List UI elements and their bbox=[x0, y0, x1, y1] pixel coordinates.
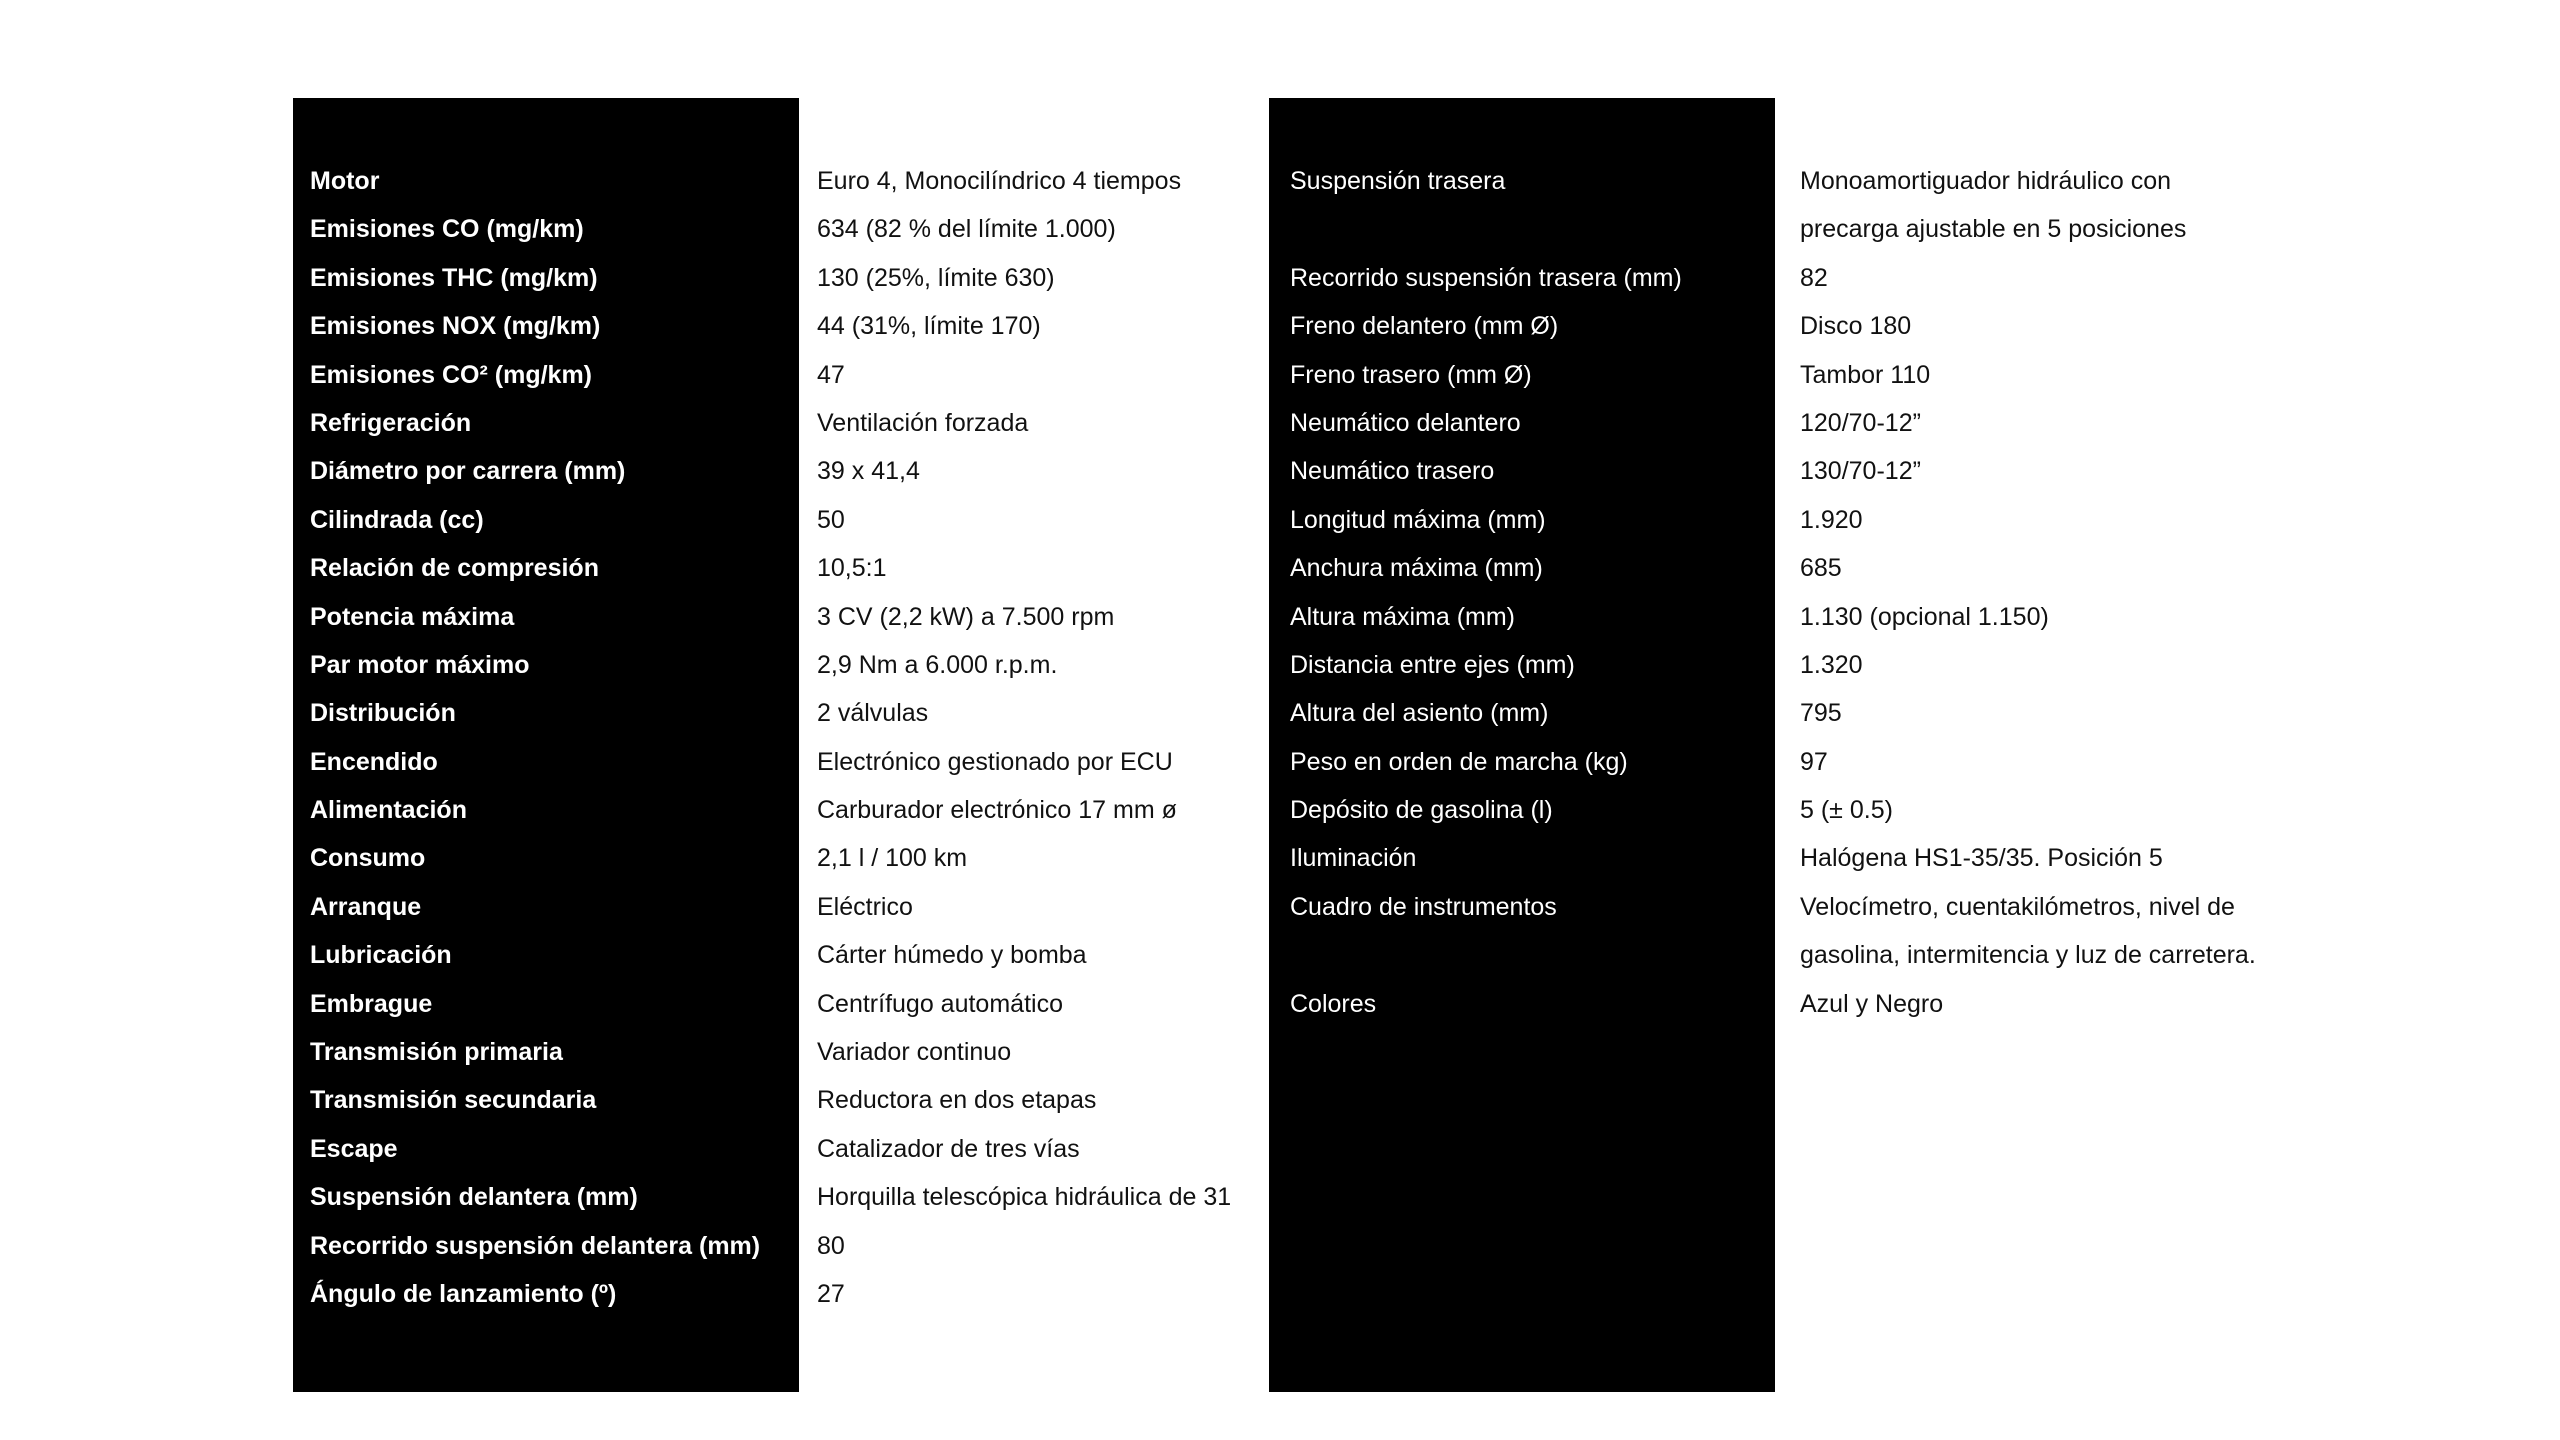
spec-label: Altura máxima (mm) bbox=[1290, 602, 1516, 631]
spec-label: Emisiones THC (mg/km) bbox=[310, 263, 598, 292]
spec-value: Velocímetro, cuentakilómetros, nivel de bbox=[1800, 892, 2235, 921]
spec-label: Altura del asiento (mm) bbox=[1290, 699, 1549, 728]
spec-value: 47 bbox=[817, 360, 845, 389]
spec-value: Cárter húmedo y bomba bbox=[817, 941, 1087, 970]
spec-value: 1.130 (opcional 1.150) bbox=[1800, 602, 2049, 631]
spec-value: 1.320 bbox=[1800, 650, 1863, 679]
spec-label: Recorrido suspensión trasera (mm) bbox=[1290, 263, 1682, 292]
spec-value: Euro 4, Monocilíndrico 4 tiempos bbox=[817, 167, 1182, 195]
spec-label: Cuadro de instrumentos bbox=[1290, 892, 1557, 921]
spec-value: 130 (25%, límite 630) bbox=[817, 263, 1055, 292]
spec-value: gasolina, intermitencia y luz de carretera. bbox=[1800, 941, 2256, 970]
spec-value: Halógena HS1-35/35. Posición 5 bbox=[1800, 844, 2163, 873]
spec-label: Suspensión trasera bbox=[1290, 167, 1506, 195]
left-spec-values bbox=[817, 164, 1277, 1325]
spec-value: 120/70-12” bbox=[1800, 408, 1921, 437]
spec-label: Emisiones NOX (mg/km) bbox=[310, 312, 601, 341]
spec-value: Reductora en dos etapas bbox=[817, 1086, 1097, 1115]
spec-label: Potencia máxima bbox=[310, 602, 515, 631]
spec-value: 2,1 l / 100 km bbox=[817, 844, 968, 873]
spec-label: Emisiones CO (mg/km) bbox=[310, 215, 584, 244]
spec-label: Recorrido suspensión delantera (mm) bbox=[310, 1231, 761, 1260]
spec-label: Escape bbox=[310, 1134, 398, 1163]
right-spec-values bbox=[1800, 164, 2360, 1035]
spec-value: 27 bbox=[817, 1279, 845, 1308]
spec-label bbox=[1290, 938, 1770, 986]
spec-value: Electrónico gestionado por ECU bbox=[817, 747, 1173, 776]
spec-label: Relación de compresión bbox=[310, 554, 599, 583]
spec-label: Distribución bbox=[310, 699, 456, 728]
spec-value: Carburador electrónico 17 mm ø bbox=[817, 796, 1177, 825]
spec-label: Longitud máxima (mm) bbox=[1290, 505, 1546, 534]
spec-value: 82 bbox=[1800, 263, 1828, 292]
spec-value: Catalizador de tres vías bbox=[817, 1134, 1080, 1163]
spec-label: Diámetro por carrera (mm) bbox=[310, 457, 626, 486]
spec-label: Peso en orden de marcha (kg) bbox=[1290, 747, 1628, 776]
spec-label: Arranque bbox=[310, 892, 422, 921]
spec-value: Horquilla telescópica hidráulica de 31 bbox=[817, 1183, 1232, 1212]
spec-value: Centrífugo automático bbox=[817, 989, 1063, 1018]
spec-value: 2 válvulas bbox=[817, 699, 929, 728]
spec-value: Disco 180 bbox=[1800, 312, 1912, 341]
spec-value: Variador continuo bbox=[817, 1038, 1012, 1067]
spec-value: 3 CV (2,2 kW) a 7.500 rpm bbox=[817, 602, 1115, 631]
spec-label: Lubricación bbox=[310, 941, 452, 970]
spec-label: Refrigeración bbox=[310, 408, 472, 437]
spec-label: Colores bbox=[1290, 989, 1377, 1018]
spec-value: Azul y Negro bbox=[1800, 989, 1944, 1018]
spec-label: Iluminación bbox=[1290, 844, 1417, 873]
spec-label: Anchura máxima (mm) bbox=[1290, 554, 1543, 583]
spec-label: Distancia entre ejes (mm) bbox=[1290, 650, 1575, 679]
left-spec-labels bbox=[310, 164, 790, 1325]
spec-value: 795 bbox=[1800, 699, 1842, 728]
spec-value: 5 (± 0.5) bbox=[1800, 796, 1893, 825]
spec-value: 685 bbox=[1800, 554, 1842, 583]
spec-label: Depósito de gasolina (l) bbox=[1290, 796, 1553, 825]
spec-value: Monoamortiguador hidráulico con bbox=[1800, 167, 2172, 195]
spec-label: Transmisión primaria bbox=[310, 1038, 563, 1067]
spec-label: Cilindrada (cc) bbox=[310, 505, 484, 534]
spec-label: Freno trasero (mm Ø) bbox=[1290, 360, 1532, 389]
spec-value: 50 bbox=[817, 505, 845, 534]
spec-value: 80 bbox=[817, 1231, 845, 1260]
spec-label: Consumo bbox=[310, 844, 426, 873]
spec-value: 10,5:1 bbox=[817, 554, 887, 583]
spec-value: 1.920 bbox=[1800, 505, 1863, 534]
spec-label: Embrague bbox=[310, 989, 433, 1018]
spec-label: Neumático trasero bbox=[1290, 457, 1495, 486]
spec-label: Encendido bbox=[310, 747, 438, 776]
spec-label: Par motor máximo bbox=[310, 650, 530, 679]
spec-label: Ángulo de lanzamiento (º) bbox=[310, 1279, 617, 1308]
spec-value: Eléctrico bbox=[817, 892, 913, 921]
spec-value: 39 x 41,4 bbox=[817, 457, 920, 486]
spec-value: precarga ajustable en 5 posiciones bbox=[1800, 215, 2187, 244]
spec-value: Ventilación forzada bbox=[817, 408, 1029, 437]
spec-label: Emisiones CO² (mg/km) bbox=[310, 360, 592, 389]
spec-label: Suspensión delantera (mm) bbox=[310, 1183, 638, 1212]
spec-label: Alimentación bbox=[310, 796, 467, 825]
spec-label bbox=[1290, 212, 1770, 260]
spec-value: 97 bbox=[1800, 747, 1828, 776]
spec-value: 634 (82 % del límite 1.000) bbox=[817, 215, 1116, 244]
spec-label: Motor bbox=[310, 167, 380, 195]
right-spec-labels bbox=[1290, 164, 1770, 1035]
spec-label: Neumático delantero bbox=[1290, 408, 1521, 437]
spec-value: 130/70-12” bbox=[1800, 457, 1921, 486]
spec-value: 2,9 Nm a 6.000 r.p.m. bbox=[817, 650, 1058, 679]
spec-label: Transmisión secundaria bbox=[310, 1086, 597, 1115]
spec-value: Tambor 110 bbox=[1800, 360, 1931, 389]
spec-label: Freno delantero (mm Ø) bbox=[1290, 312, 1559, 341]
spec-value: 44 (31%, límite 170) bbox=[817, 312, 1041, 341]
